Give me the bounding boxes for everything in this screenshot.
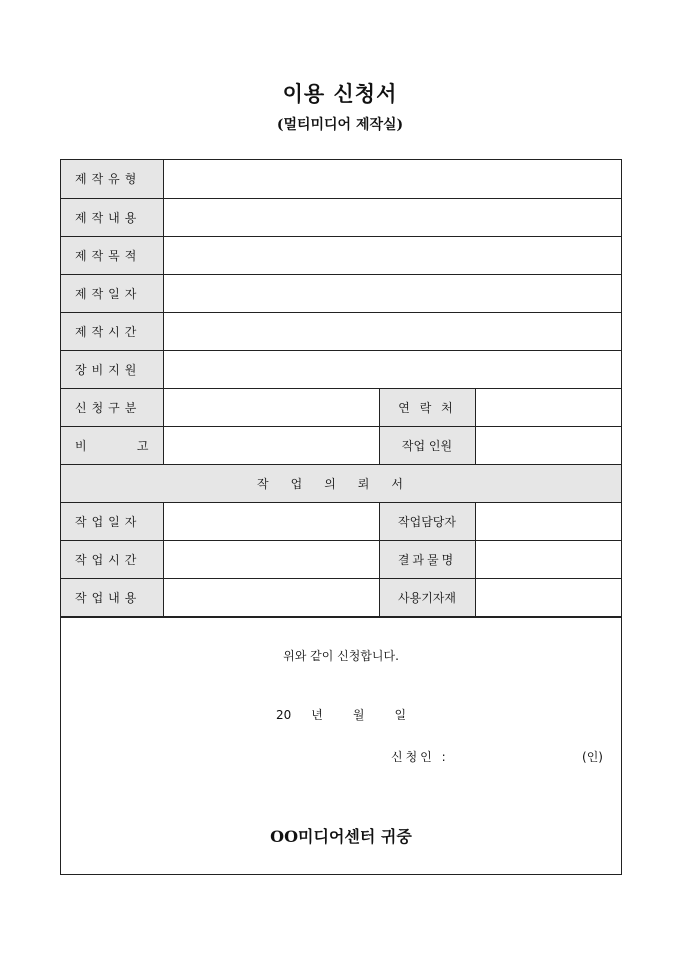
document-title: 이용 신청서 [282,81,398,106]
work-manager-label: 작업담당자 [379,502,475,540]
production-type-label: 제작유형 [61,160,163,198]
work-time-field[interactable] [163,540,379,578]
equipment-support-field[interactable] [163,350,621,388]
note-label-left: 비 [75,438,87,453]
work-manager-field[interactable] [475,502,621,540]
form-row-work-time [61,540,621,578]
seal-label: (인) [582,749,603,764]
production-date-label: 제작일자 [61,274,163,312]
production-purpose-field[interactable] [163,236,621,274]
work-date-field[interactable] [163,502,379,540]
form-row-work-date [61,502,621,540]
note-label-right: 고 [136,438,149,453]
form-row-note [61,426,621,464]
form-row-section-header [61,464,621,502]
form-row-work-content [61,578,621,616]
contact-field[interactable] [475,388,621,426]
recipient-line: OO미디어센터 귀중 [270,826,412,846]
work-content-field[interactable] [163,578,379,616]
apply-type-label: 신청구분 [61,388,163,426]
production-type-field[interactable] [163,160,621,198]
work-content-label: 작업내용 [61,578,163,616]
equipment-used-label: 사용기자재 [379,578,475,616]
year-prefix: 20 [275,707,292,722]
apply-type-field[interactable] [163,388,379,426]
document-subtitle: (멀티미디어 제작실) [276,117,404,133]
equipment-support-label: 장비지원 [61,350,163,388]
form-row-apply-type [61,388,621,426]
applicant-label: 신청인 : [391,749,449,764]
form-row-production-time [61,312,621,350]
production-date-field[interactable] [163,274,621,312]
form-row-equipment-support [61,350,621,388]
date-line [61,706,621,723]
month-unit: 월 [352,707,365,722]
equipment-used-field[interactable] [475,578,621,616]
application-form [60,159,622,875]
result-name-field[interactable] [475,540,621,578]
note-label [61,426,163,464]
result-name-label: 결과물명 [379,540,475,578]
application-statement: 위와 같이 신청합니다. [283,648,399,663]
production-content-field[interactable] [163,198,621,236]
note-field[interactable] [163,426,379,464]
work-time-label: 작업시간 [61,540,163,578]
production-time-label: 제작시간 [61,312,163,350]
workers-label: 작업 인원 [379,426,475,464]
work-date-label: 작업일자 [61,502,163,540]
workers-field[interactable] [475,426,621,464]
signature-area [61,617,621,874]
production-content-label: 제작내용 [61,198,163,236]
work-request-section-header: 작업의뢰서 [61,464,621,502]
contact-label: 연 락 처 [379,388,475,426]
year-unit: 년 [311,707,323,722]
form-row-production-content [61,198,621,236]
form-row-production-purpose [61,236,621,274]
day-unit: 일 [394,707,407,722]
form-row-production-type [61,160,621,198]
form-row-production-date [61,274,621,312]
production-time-field[interactable] [163,312,621,350]
production-purpose-label: 제작목적 [61,236,163,274]
